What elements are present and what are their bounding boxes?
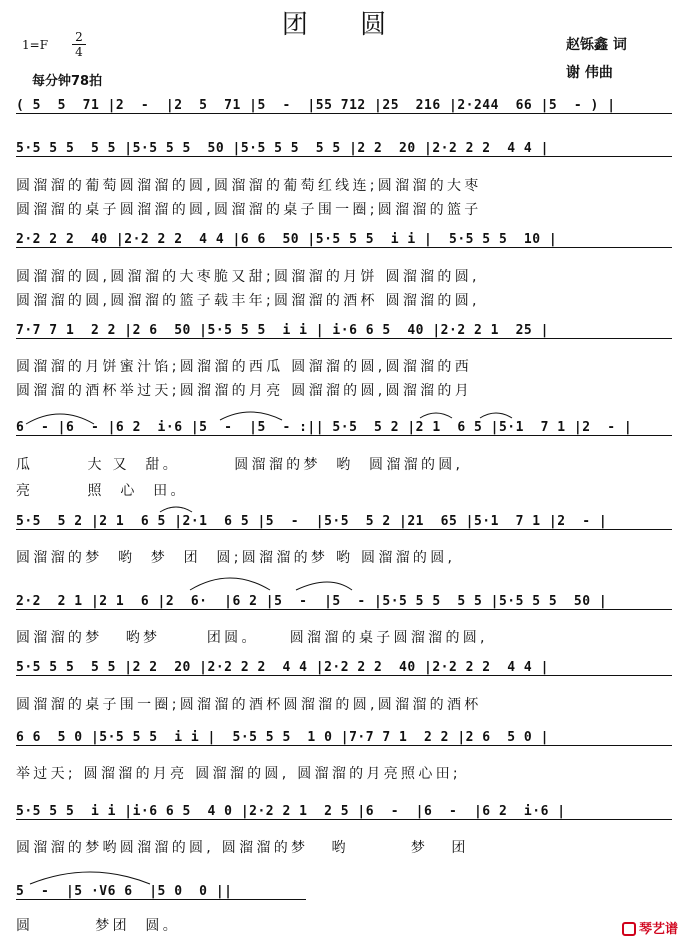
tie-mark — [220, 412, 282, 420]
lyric-line-5: 圆溜溜的梦 哟 梦 团 圆;圆溜溜的梦 哟 圆溜溜的圆, — [16, 550, 456, 566]
slur-mark — [480, 413, 512, 418]
notation-line-6: 2·2 2 1 |2 1 6 |2 6· |6 2 |5 - |5 - |5·5 5 5 5 5 |5·5 5 5 50 | — [16, 594, 672, 610]
tempo-marking: 每分钟78拍 — [32, 74, 103, 89]
song-title: 团 圆 — [281, 10, 409, 40]
lyric-line-1b: 圆溜溜的桌子圆溜溜的圆,圆溜溜的桌子围一圈;圆溜溜的篮子 — [16, 202, 482, 218]
lyric-line-3a: 圆溜溜的月饼蜜汁馅;圆溜溜的西瓜 圆溜溜的圆,圆溜溜的西 — [16, 359, 473, 375]
lyric-line-3b: 圆溜溜的酒杯举过天;圆溜溜的月亮 圆溜溜的圆,圆溜溜的月 — [16, 383, 473, 399]
lyricist-credit: 赵铄鑫 词 — [566, 37, 627, 53]
lyric-line-1a: 圆溜溜的葡萄圆溜溜的圆,圆溜溜的葡萄红线连;圆溜溜的大枣 — [16, 178, 482, 194]
lyric-line-10: 圆 梦团 圆。 — [16, 918, 181, 934]
notation-line-8: 6 6 5 0 |5·5 5 5 i i | 5·5 5 5 1 0 |7·7 7 1 2 2 |2 6 5 0 | — [16, 730, 672, 746]
notation-line-10: 5 - |5 ·V6 6 |5 0 0 || — [16, 884, 306, 900]
lyric-line-9: 圆溜溜的梦哟圆溜溜的圆, 圆溜溜的梦 哟 梦 团 — [16, 840, 469, 856]
tie-mark — [30, 872, 150, 884]
lyric-line-2b: 圆溜溜的圆,圆溜溜的篮子载丰年;圆溜溜的酒杯 圆溜溜的圆, — [16, 293, 480, 309]
watermark — [622, 918, 678, 937]
lyric-line-7: 圆溜溜的桌子围一圈;圆溜溜的酒杯圆溜溜的圆,圆溜溜的酒杯 — [16, 697, 482, 713]
key-signature: 1=F — [22, 38, 49, 52]
music-logo-icon — [622, 922, 636, 936]
watermark-text: 琴艺谱 — [638, 922, 678, 937]
tie-mark — [190, 578, 270, 590]
slur-mark — [420, 413, 452, 418]
notation-line-5: 5·5 5 2 |2 1 6 5 |2·1 6 5 |5 - |5·5 5 2 |21 65 |5·1 7 1 |2 - | — [16, 514, 672, 530]
notation-line-7: 5·5 5 5 5 5 |2 2 20 |2·2 2 2 4 4 |2·2 2 2 40 |2·2 2 2 4 4 | — [16, 660, 672, 676]
lyric-line-4b: 亮 照 心 田。 — [16, 483, 188, 499]
time-signature-top: 2 — [75, 30, 83, 44]
notation-line-1: 5·5 5 5 5 5 |5·5 5 5 50 |5·5 5 5 5 5 |2 2 20 |2·2 2 2 4 4 | — [16, 141, 672, 157]
notation-line-4: 6 - |6 - |6 2 i·6 |5 - |5 - :|| 5·5 5 2 |2 1 6 5 |5·1 7 1 |2 - | — [16, 420, 672, 436]
tie-mark — [26, 414, 94, 424]
notation-line-3: 7·7 7 1 2 2 |2 6 50 |5·5 5 5 i i | i·6 6 5 40 |2·2 2 1 25 | — [16, 323, 672, 339]
time-signature-bottom: 4 — [72, 44, 86, 59]
lyric-line-8: 举过天; 圆溜溜的月亮 圆溜溜的圆, 圆溜溜的月亮照心田; — [16, 766, 461, 782]
lyric-line-6: 圆溜溜的梦 哟梦 团圆。 圆溜溜的桌子圆溜溜的圆, — [16, 630, 488, 646]
notation-line-0: ( 5 5 71 |2 - |2 5 71 |5 - |55 712 |25 216 |2·244 66 |5 - ) | — [16, 98, 672, 114]
notation-line-9: 5·5 5 5 i i |i·6 6 5 4 0 |2·2 2 1 2 5 |6 - |6 - |6 2 i·6 | — [16, 804, 672, 820]
notation-line-2: 2·2 2 2 40 |2·2 2 2 4 4 |6 6 50 |5·5 5 5 i i | 5·5 5 5 10 | — [16, 232, 672, 248]
lyric-line-4a: 瓜 大 又 甜。 圆溜溜的梦 哟 圆溜溜的圆, — [16, 457, 464, 473]
slur-mark — [296, 582, 352, 590]
composer-credit: 谢 伟曲 — [566, 65, 613, 81]
lyric-line-2a: 圆溜溜的圆,圆溜溜的大枣脆又甜;圆溜溜的月饼 圆溜溜的圆, — [16, 269, 480, 285]
slur-mark — [160, 507, 192, 512]
